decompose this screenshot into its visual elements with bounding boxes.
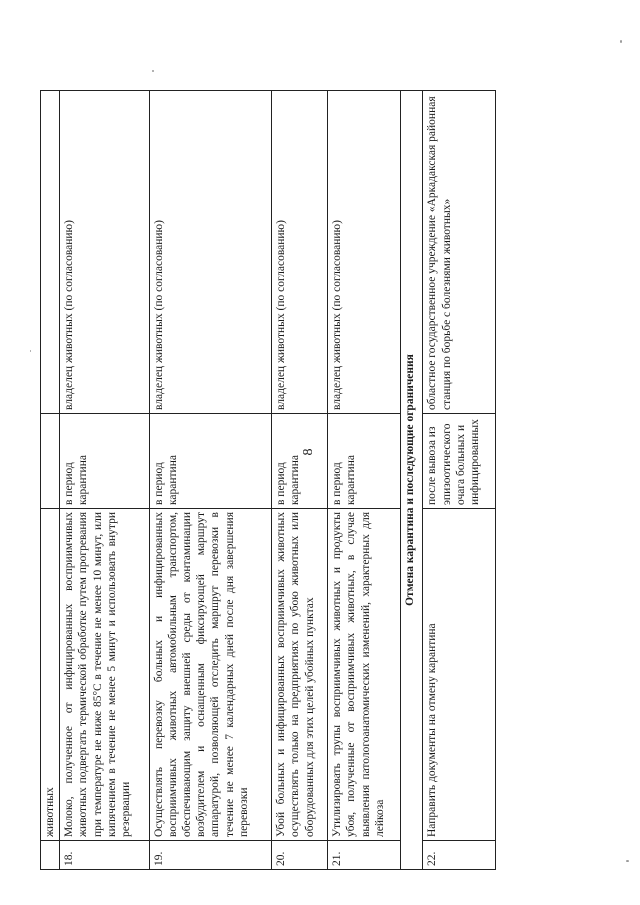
row-number: 20.	[272, 841, 328, 870]
table-cell-empty	[41, 414, 60, 509]
row-number: 19.	[149, 841, 272, 870]
scan-speck	[620, 40, 622, 43]
table-row	[328, 91, 401, 870]
row-term: в период карантина	[272, 414, 328, 509]
row-term: после вывоза из эпизоотического очага больных и инфицированных	[423, 414, 496, 509]
table-row	[41, 91, 60, 870]
row-responsible: областное государственное учреждение «Аркадакская районная станция по борьбе с болезнями животных»	[423, 91, 496, 414]
row-action: Осуществлять перевозку больных и инфицированных восприимчивых животных автомобильным транспортом, обеспечивающим защиту внешней среды от контаминации возбудителем и оснащенным фиксирующей маршрут аппаратурой, позволяющей отследить маршрут перевозки в течение не менее 7 календарных дней после дня завершения перевозки	[149, 509, 272, 841]
table-cell-empty	[41, 91, 60, 414]
table-cell-num-empty	[41, 841, 60, 870]
scan-speck	[30, 350, 31, 352]
row-number: 18.	[60, 841, 149, 870]
row-responsible: владелец животных (по согласованию)	[149, 91, 272, 414]
section-title: Отмена карантина и последующие ограничения	[400, 91, 423, 870]
table-cell-prev-tail: животных	[41, 509, 60, 841]
measures-table	[40, 90, 496, 870]
row-action: Направить документы на отмену карантина	[423, 509, 496, 841]
row-action: Утилизировать трупы восприимчивых животных и продукты убоя, полученные от восприимчивых животных, в случае выявления патологоанатомических изменений, характерных для лейкоза	[328, 509, 401, 841]
page-number: 8	[301, 448, 316, 456]
row-term: в период карантина	[60, 414, 149, 509]
table-row	[60, 91, 149, 870]
table-row	[272, 91, 328, 870]
row-term: в период карантина	[149, 414, 272, 509]
scan-speck	[626, 860, 629, 862]
rotated-document-table	[40, 90, 496, 870]
row-action: Убой больных и инфицированных восприимчивых животных осуществлять только на предприятиях по убою животных или оборудованных для этих целей убойных пунктах	[272, 509, 328, 841]
row-term: в период карантина	[328, 414, 401, 509]
row-number: 21.	[328, 841, 401, 870]
row-responsible: владелец животных (по согласованию)	[328, 91, 401, 414]
table-row	[423, 91, 496, 870]
row-responsible: владелец животных (по согласованию)	[60, 91, 149, 414]
scan-speck	[152, 70, 154, 72]
table-row	[149, 91, 272, 870]
row-action: Молоко, полученное от инфицированных восприимчивых животных подвергать термической обработке путем прогревания при температуре не ниже 85°C в течение не менее 10 минут, или кипячением в течение не менее 5 минут и использовать внутри резервации	[60, 509, 149, 841]
section-row	[400, 91, 423, 870]
row-responsible: владелец животных (по согласованию)	[272, 91, 328, 414]
row-number: 22.	[423, 841, 496, 870]
